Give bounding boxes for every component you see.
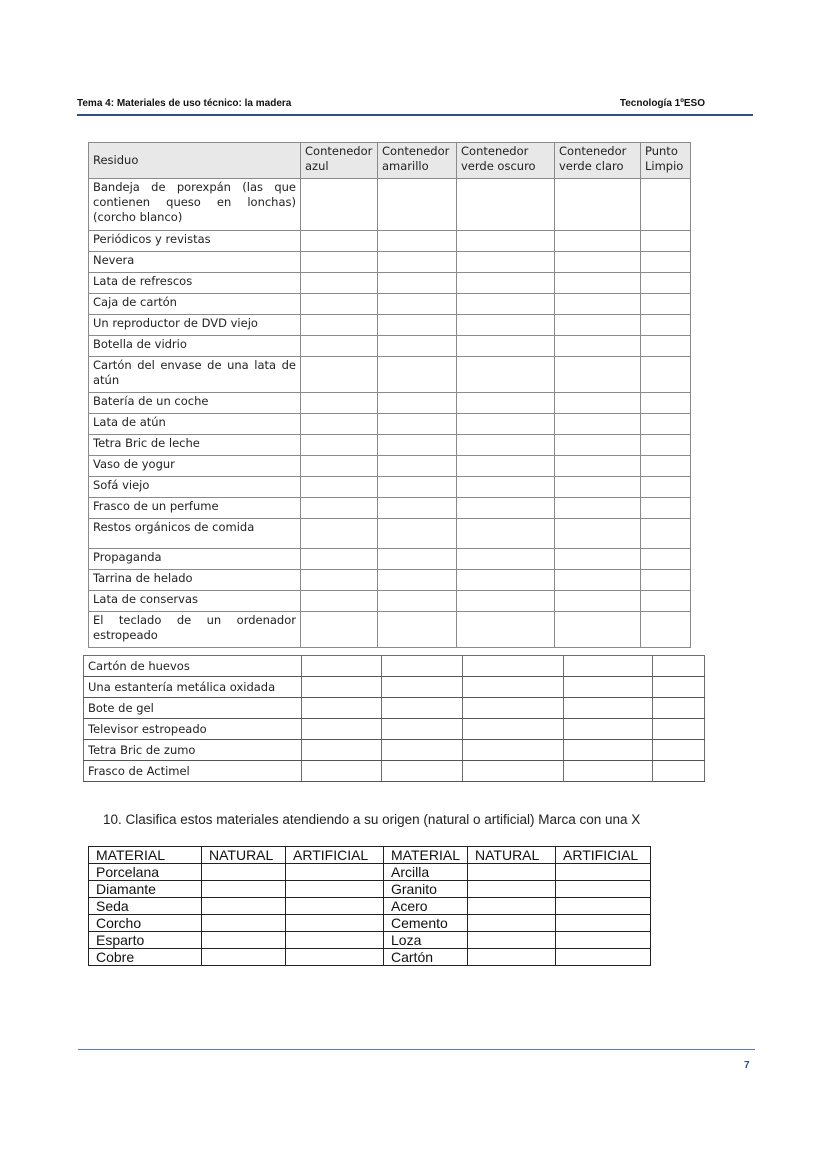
answer-cell[interactable]: [302, 761, 382, 782]
answer-cell[interactable]: [301, 435, 378, 456]
answer-cell[interactable]: [463, 761, 564, 782]
answer-cell[interactable]: [301, 252, 378, 273]
answer-cell[interactable]: [555, 519, 641, 549]
table-row: [89, 273, 691, 294]
answer-cell[interactable]: [468, 881, 556, 898]
table-row: [89, 393, 691, 414]
header-contenedor-azul: Contenedor azul: [301, 143, 378, 179]
table-row: [84, 656, 705, 677]
answer-cell[interactable]: [202, 881, 286, 898]
answer-cell[interactable]: [457, 294, 555, 315]
answer-cell[interactable]: [378, 612, 457, 648]
material-label: Loza: [384, 932, 468, 949]
header-contenedor-verde-claro: Contenedor verde claro: [555, 143, 641, 179]
answer-cell[interactable]: [556, 932, 651, 949]
residuos-table: [88, 142, 691, 648]
answer-cell[interactable]: [457, 612, 555, 648]
answer-cell[interactable]: [641, 315, 691, 336]
header-contenedor-verde-oscuro: Contenedor verde oscuro: [457, 143, 555, 179]
answer-cell[interactable]: [286, 949, 384, 966]
answer-cell[interactable]: [302, 698, 382, 719]
answer-cell[interactable]: [457, 591, 555, 612]
answer-cell[interactable]: [463, 656, 564, 677]
answer-cell[interactable]: [556, 898, 651, 915]
answer-cell[interactable]: [457, 336, 555, 357]
answer-cell[interactable]: [463, 740, 564, 761]
answer-cell[interactable]: [468, 864, 556, 881]
page-header: [77, 96, 753, 116]
header-artificial: ARTIFICIAL: [556, 847, 651, 864]
material-label: Corcho: [89, 915, 202, 932]
answer-cell[interactable]: [555, 252, 641, 273]
answer-cell[interactable]: [653, 656, 705, 677]
answer-cell[interactable]: [378, 231, 457, 252]
residuo-label: Nevera: [89, 252, 301, 273]
answer-cell[interactable]: [378, 393, 457, 414]
answer-cell[interactable]: [378, 273, 457, 294]
material-label: Arcilla: [384, 864, 468, 881]
table-row: [89, 231, 691, 252]
answer-cell[interactable]: [378, 357, 457, 393]
residuo-label: Una estantería metálica oxidada: [84, 677, 302, 698]
residuo-label: Cartón de huevos: [84, 656, 302, 677]
answer-cell[interactable]: [301, 591, 378, 612]
answer-cell[interactable]: [457, 498, 555, 519]
header-material: MATERIAL: [384, 847, 468, 864]
table-row: [89, 414, 691, 435]
answer-cell[interactable]: [555, 357, 641, 393]
table-row: [84, 740, 705, 761]
answer-cell[interactable]: [555, 179, 641, 231]
answer-cell[interactable]: [564, 698, 653, 719]
answer-cell[interactable]: [457, 231, 555, 252]
answer-cell[interactable]: [301, 393, 378, 414]
table-row: [89, 456, 691, 477]
answer-cell[interactable]: [301, 357, 378, 393]
material-label: Cartón: [384, 949, 468, 966]
answer-cell[interactable]: [378, 414, 457, 435]
answer-cell[interactable]: [641, 294, 691, 315]
header-material: MATERIAL: [89, 847, 202, 864]
answer-cell[interactable]: [468, 915, 556, 932]
answer-cell[interactable]: [641, 435, 691, 456]
answer-cell[interactable]: [302, 677, 382, 698]
header-natural: NATURAL: [468, 847, 556, 864]
material-label: Acero: [384, 898, 468, 915]
answer-cell[interactable]: [641, 477, 691, 498]
answer-cell[interactable]: [641, 414, 691, 435]
answer-cell[interactable]: [555, 549, 641, 570]
answer-cell[interactable]: [301, 477, 378, 498]
table-row: [89, 549, 691, 570]
answer-cell[interactable]: [301, 570, 378, 591]
table-row: [89, 357, 691, 393]
answer-cell[interactable]: [564, 719, 653, 740]
header-punto-limpio: Punto Limpio: [641, 143, 691, 179]
header-residuo: Residuo: [89, 143, 301, 179]
footer-divider: [78, 1049, 755, 1050]
answer-cell[interactable]: [202, 949, 286, 966]
table-row: [84, 698, 705, 719]
table-row: [84, 677, 705, 698]
answer-cell[interactable]: [382, 656, 463, 677]
answer-cell[interactable]: [457, 393, 555, 414]
residuo-label: Batería de un coche: [89, 393, 301, 414]
answer-cell[interactable]: [301, 179, 378, 231]
answer-cell[interactable]: [286, 898, 384, 915]
residuo-label: Caja de cartón: [89, 294, 301, 315]
answer-cell[interactable]: [301, 294, 378, 315]
table-row: [84, 719, 705, 740]
answer-cell[interactable]: [382, 740, 463, 761]
table-row: [89, 435, 691, 456]
residuo-label: Lata de refrescos: [89, 273, 301, 294]
residuo-label: Frasco de un perfume: [89, 498, 301, 519]
answer-cell[interactable]: [457, 477, 555, 498]
answer-cell[interactable]: [301, 231, 378, 252]
answer-cell[interactable]: [382, 719, 463, 740]
header-artificial: ARTIFICIAL: [286, 847, 384, 864]
answer-cell[interactable]: [382, 761, 463, 782]
answer-cell[interactable]: [302, 740, 382, 761]
residuo-label: Tetra Bric de leche: [89, 435, 301, 456]
answer-cell[interactable]: [457, 414, 555, 435]
answer-cell[interactable]: [202, 915, 286, 932]
answer-cell[interactable]: [463, 677, 564, 698]
answer-cell[interactable]: [301, 456, 378, 477]
answer-cell[interactable]: [641, 252, 691, 273]
answer-cell[interactable]: [457, 273, 555, 294]
residuos-header-row: [89, 143, 691, 179]
answer-cell[interactable]: [382, 698, 463, 719]
answer-cell[interactable]: [641, 336, 691, 357]
answer-cell[interactable]: [382, 677, 463, 698]
question-10: 10. Clasifica estos materiales atendiendo a su origen (natural o artificial) Marca con una X: [103, 812, 641, 827]
residuo-label: Lata de atún: [89, 414, 301, 435]
answer-cell[interactable]: [555, 414, 641, 435]
answer-cell[interactable]: [564, 740, 653, 761]
answer-cell[interactable]: [641, 498, 691, 519]
answer-cell[interactable]: [378, 570, 457, 591]
answer-cell[interactable]: [641, 612, 691, 648]
material-label: Esparto: [89, 932, 202, 949]
answer-cell[interactable]: [301, 336, 378, 357]
answer-cell[interactable]: [653, 677, 705, 698]
answer-cell[interactable]: [555, 612, 641, 648]
table-row: [89, 570, 691, 591]
residuo-label: Botella de vidrio: [89, 336, 301, 357]
answer-cell[interactable]: [378, 315, 457, 336]
answer-cell[interactable]: [641, 179, 691, 231]
table-row: [89, 898, 651, 915]
header-subject: Tecnología 1ºESO: [619, 98, 705, 109]
answer-cell[interactable]: [457, 179, 555, 231]
answer-cell[interactable]: [555, 231, 641, 252]
answer-cell[interactable]: [302, 656, 382, 677]
residuo-label: Bote de gel: [84, 698, 302, 719]
answer-cell[interactable]: [457, 435, 555, 456]
answer-cell[interactable]: [555, 393, 641, 414]
answer-cell[interactable]: [378, 294, 457, 315]
answer-cell[interactable]: [463, 698, 564, 719]
materials-header-row: [89, 847, 651, 864]
answer-cell[interactable]: [641, 456, 691, 477]
answer-cell[interactable]: [555, 315, 641, 336]
answer-cell[interactable]: [457, 357, 555, 393]
answer-cell[interactable]: [555, 294, 641, 315]
answer-cell[interactable]: [457, 252, 555, 273]
answer-cell[interactable]: [301, 498, 378, 519]
answer-cell[interactable]: [555, 273, 641, 294]
answer-cell[interactable]: [555, 591, 641, 612]
answer-cell[interactable]: [564, 677, 653, 698]
answer-cell[interactable]: [468, 932, 556, 949]
residuo-label: El teclado de un ordenador estropeado: [89, 612, 301, 648]
answer-cell[interactable]: [653, 698, 705, 719]
answer-cell[interactable]: [378, 435, 457, 456]
residuo-label: Tarrina de helado: [89, 570, 301, 591]
answer-cell[interactable]: [555, 456, 641, 477]
answer-cell[interactable]: [286, 864, 384, 881]
answer-cell[interactable]: [555, 570, 641, 591]
residuo-label: Restos orgánicos de comida: [89, 519, 301, 549]
table-row: [89, 294, 691, 315]
answer-cell[interactable]: [468, 949, 556, 966]
answer-cell[interactable]: [302, 719, 382, 740]
table-row: [89, 336, 691, 357]
material-label: Cobre: [89, 949, 202, 966]
answer-cell[interactable]: [556, 864, 651, 881]
answer-cell[interactable]: [301, 315, 378, 336]
answer-cell[interactable]: [286, 932, 384, 949]
material-label: Porcelana: [89, 864, 202, 881]
answer-cell[interactable]: [457, 519, 555, 549]
residuo-label: Bandeja de porexpán (las que contienen queso en lonchas) (corcho blanco): [89, 179, 301, 231]
answer-cell[interactable]: [641, 357, 691, 393]
table-row: [89, 477, 691, 498]
answer-cell[interactable]: [378, 549, 457, 570]
answer-cell[interactable]: [641, 519, 691, 549]
answer-cell[interactable]: [301, 273, 378, 294]
residuo-label: Televisor estropeado: [84, 719, 302, 740]
material-label: Seda: [89, 898, 202, 915]
answer-cell[interactable]: [286, 915, 384, 932]
answer-cell[interactable]: [641, 231, 691, 252]
residuo-label: Frasco de Actimel: [84, 761, 302, 782]
answer-cell[interactable]: [468, 898, 556, 915]
table-row: [89, 949, 651, 966]
answer-cell[interactable]: [378, 498, 457, 519]
answer-cell[interactable]: [641, 549, 691, 570]
answer-cell[interactable]: [202, 898, 286, 915]
table-row: [89, 915, 651, 932]
table-row: [89, 179, 691, 231]
answer-cell[interactable]: [301, 519, 378, 549]
residuos-table-continuation: [83, 655, 705, 782]
table-row: [89, 881, 651, 898]
answer-cell[interactable]: [641, 570, 691, 591]
table-row: [89, 591, 691, 612]
page-number: 7: [744, 1060, 750, 1071]
answer-cell[interactable]: [555, 336, 641, 357]
table-row: [89, 864, 651, 881]
answer-cell[interactable]: [653, 761, 705, 782]
residuo-label: Propaganda: [89, 549, 301, 570]
residuo-label: Cartón del envase de una lata de atún: [89, 357, 301, 393]
header-topic: Tema 4: Materiales de uso técnico: la madera: [77, 98, 292, 109]
table-row: [89, 519, 691, 549]
answer-cell[interactable]: [378, 252, 457, 273]
answer-cell[interactable]: [378, 456, 457, 477]
table-row: [89, 612, 691, 648]
answer-cell[interactable]: [556, 949, 651, 966]
table-row: [84, 761, 705, 782]
answer-cell[interactable]: [556, 881, 651, 898]
answer-cell[interactable]: [457, 549, 555, 570]
answer-cell[interactable]: [555, 477, 641, 498]
residuo-label: Lata de conservas: [89, 591, 301, 612]
residuo-label: Vaso de yogur: [89, 456, 301, 477]
table-row: [89, 252, 691, 273]
table-row: [89, 498, 691, 519]
answer-cell[interactable]: [378, 336, 457, 357]
answer-cell[interactable]: [301, 549, 378, 570]
answer-cell[interactable]: [378, 477, 457, 498]
answer-cell[interactable]: [653, 719, 705, 740]
answer-cell[interactable]: [641, 393, 691, 414]
answer-cell[interactable]: [301, 612, 378, 648]
answer-cell[interactable]: [286, 881, 384, 898]
residuo-label: Sofá viejo: [89, 477, 301, 498]
answer-cell[interactable]: [457, 570, 555, 591]
answer-cell[interactable]: [564, 761, 653, 782]
answer-cell[interactable]: [457, 456, 555, 477]
header-contenedor-amarillo: Contenedor amarillo: [378, 143, 457, 179]
answer-cell[interactable]: [378, 179, 457, 231]
table-row: [89, 315, 691, 336]
answer-cell[interactable]: [653, 740, 705, 761]
answer-cell[interactable]: [463, 719, 564, 740]
answer-cell[interactable]: [301, 414, 378, 435]
residuo-label: Un reproductor de DVD viejo: [89, 315, 301, 336]
answer-cell[interactable]: [555, 498, 641, 519]
answer-cell[interactable]: [641, 591, 691, 612]
header-natural: NATURAL: [202, 847, 286, 864]
answer-cell[interactable]: [202, 932, 286, 949]
answer-cell[interactable]: [564, 656, 653, 677]
answer-cell[interactable]: [378, 591, 457, 612]
answer-cell[interactable]: [555, 435, 641, 456]
residuo-label: Periódicos y revistas: [89, 231, 301, 252]
answer-cell[interactable]: [378, 519, 457, 549]
material-label: Diamante: [89, 881, 202, 898]
table-row: [89, 932, 651, 949]
materials-table: [88, 846, 651, 966]
answer-cell[interactable]: [556, 915, 651, 932]
material-label: Granito: [384, 881, 468, 898]
residuo-label: Tetra Bric de zumo: [84, 740, 302, 761]
answer-cell[interactable]: [641, 273, 691, 294]
material-label: Cemento: [384, 915, 468, 932]
answer-cell[interactable]: [202, 864, 286, 881]
answer-cell[interactable]: [457, 315, 555, 336]
